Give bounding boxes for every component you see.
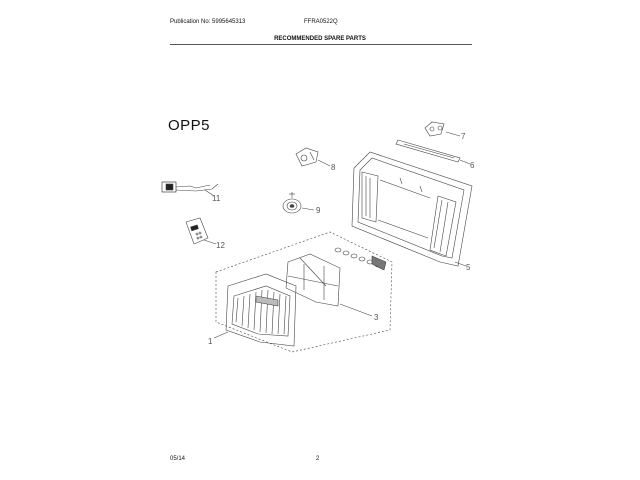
leader-9: [302, 208, 314, 210]
leader-8: [318, 160, 330, 166]
leader-3: [340, 304, 372, 316]
part-1-front-grille: [226, 274, 296, 346]
model-number: FFRA0522Q: [304, 19, 338, 25]
callout-6: 6: [470, 161, 475, 170]
callout-8: 8: [331, 163, 336, 172]
callout-9: 9: [316, 206, 321, 215]
callout-12: 12: [216, 241, 225, 250]
foam-rolls: [335, 248, 386, 270]
footer-date: 05/14: [170, 456, 186, 462]
callout-7: 7: [461, 132, 466, 141]
callout-11: 11: [212, 194, 221, 203]
part-11-power-cord: [162, 182, 218, 192]
page-title: RECOMMENDED SPARE PARTS: [274, 36, 366, 42]
part-7-bracket: [425, 122, 444, 136]
part-5-window-panel: [352, 152, 472, 266]
part-6-rail: [396, 140, 460, 162]
callout-5: 5: [466, 263, 471, 272]
leader-6: [460, 160, 470, 164]
publication-number: Publication No: 5995645313: [170, 19, 246, 25]
part-9-capacitor: [283, 192, 301, 213]
callout-1: 1: [208, 337, 213, 346]
chassis-outline: [216, 232, 392, 352]
leader-7: [446, 132, 460, 136]
section-label: OPP5: [168, 117, 211, 134]
part-3-filter: [286, 254, 340, 306]
leader-12: [204, 240, 216, 244]
part-8-mount: [296, 148, 318, 166]
page-number: 2: [316, 456, 320, 462]
leader-1: [214, 332, 228, 338]
callout-3: 3: [374, 313, 379, 322]
